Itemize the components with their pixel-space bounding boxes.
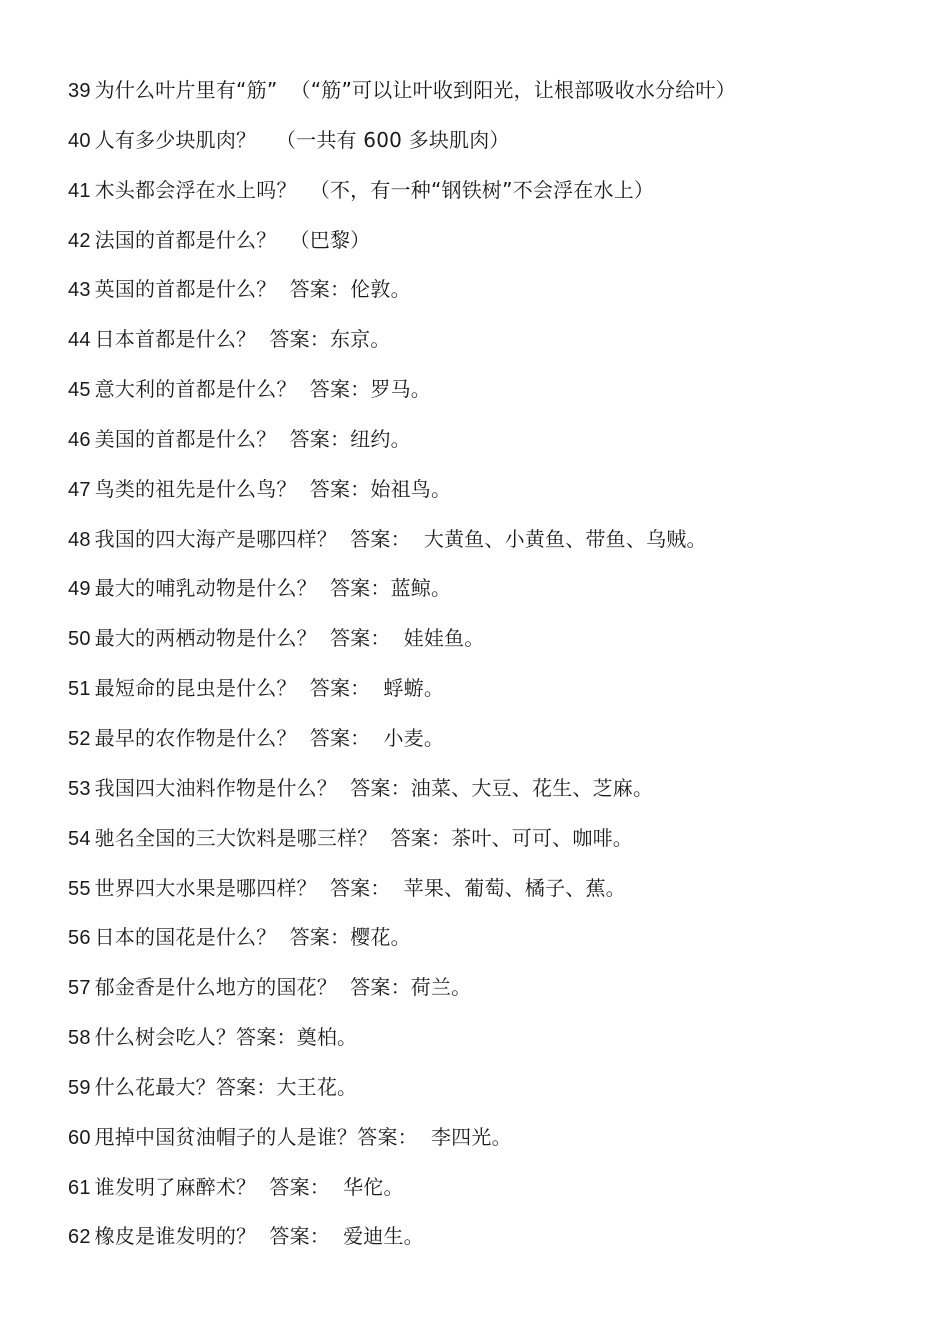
item-text: 木头都会浮在水上吗？ （不，有一种“钢铁树”不会浮在水上） — [94, 177, 655, 202]
item-text: 郁金香是什么地方的国花？ 答案：荷兰。 — [94, 975, 472, 1000]
list-item — [68, 971, 950, 1021]
list-item — [68, 224, 950, 274]
item-number: 46 — [68, 428, 91, 451]
item-text: 英国的首都是什么？ 答案：伦敦。 — [94, 277, 411, 302]
item-number: 59 — [68, 1076, 91, 1099]
item-text: 甩掉中国贫油帽子的人是谁？答案： 李四光。 — [94, 1124, 512, 1149]
item-text: 橡皮是谁发明的？ 答案： 爱迪生。 — [94, 1224, 424, 1249]
list-item — [68, 822, 950, 872]
item-text: 意大利的首都是什么？ 答案：罗马。 — [94, 377, 431, 402]
item-text: 最大的哺乳动物是什么？ 答案：蓝鲸。 — [94, 576, 452, 601]
item-number: 54 — [68, 827, 91, 850]
qa-list — [68, 74, 950, 1270]
item-number: 52 — [68, 727, 91, 750]
item-text: 人有多少块肌肉？ （一共有 600 多块肌肉） — [94, 127, 510, 152]
item-number: 41 — [68, 179, 91, 202]
list-item — [68, 921, 950, 971]
item-text: 驰名全国的三大饮料是哪三样？ 答案：茶叶、可可、咖啡。 — [94, 825, 633, 850]
item-number: 60 — [68, 1126, 91, 1149]
item-number: 49 — [68, 578, 91, 601]
list-item — [68, 423, 950, 473]
item-text: 谁发明了麻醉术？ 答案： 华佗。 — [94, 1174, 404, 1199]
item-number: 61 — [68, 1176, 91, 1199]
item-text: 我国四大油料作物是什么？ 答案：油菜、大豆、花生、芝麻。 — [94, 775, 654, 800]
item-number: 56 — [68, 927, 91, 950]
item-text: 我国的四大海产是哪四样？ 答案： 大黄鱼、小黄鱼、带鱼、乌贼。 — [94, 526, 707, 551]
list-item — [68, 622, 950, 672]
item-number: 42 — [68, 229, 91, 252]
item-text: 什么树会吃人？答案：奠柏。 — [94, 1025, 358, 1050]
list-item — [68, 323, 950, 373]
item-number: 58 — [68, 1027, 91, 1050]
item-text: 最早的农作物是什么？ 答案： 小麦。 — [94, 725, 445, 750]
list-item — [68, 273, 950, 323]
item-text: 什么花最大？答案：大王花。 — [94, 1074, 358, 1099]
list-item — [68, 124, 950, 174]
list-item — [68, 473, 950, 523]
item-number: 55 — [68, 877, 91, 900]
list-item — [68, 1220, 950, 1270]
list-item — [68, 1171, 950, 1221]
item-text: 法国的首都是什么？ （巴黎） — [94, 227, 371, 252]
item-number: 47 — [68, 478, 91, 501]
item-number: 50 — [68, 628, 91, 651]
item-number: 53 — [68, 777, 91, 800]
list-item — [68, 523, 950, 573]
item-number: 48 — [68, 528, 91, 551]
item-number: 51 — [68, 678, 91, 701]
item-text: 鸟类的祖先是什么鸟？ 答案：始祖鸟。 — [94, 476, 452, 501]
item-number: 57 — [68, 977, 91, 1000]
list-item — [68, 74, 950, 124]
item-text: 世界四大水果是哪四样？ 答案： 苹果、葡萄、橘子、蕉。 — [94, 875, 626, 900]
item-number: 40 — [68, 129, 91, 152]
item-number: 39 — [68, 80, 91, 102]
list-item — [68, 572, 950, 622]
list-item — [68, 1071, 950, 1121]
item-text: 最大的两栖动物是什么？ 答案： 娃娃鱼。 — [94, 626, 485, 651]
item-number: 43 — [68, 279, 91, 302]
item-number: 45 — [68, 379, 91, 402]
list-item — [68, 672, 950, 722]
item-text: 日本的国花是什么？ 答案：樱花。 — [94, 925, 411, 950]
item-text: 为什么叶片里有“筋” （“筋”可以让叶收到阳光，让根部吸收水分给叶） — [94, 78, 736, 102]
list-item — [68, 772, 950, 822]
list-item — [68, 174, 950, 224]
list-item — [68, 373, 950, 423]
list-item — [68, 872, 950, 922]
list-item — [68, 1121, 950, 1171]
list-item — [68, 1021, 950, 1071]
item-text: 最短命的昆虫是什么？ 答案： 蜉蝣。 — [94, 676, 445, 701]
item-number: 44 — [68, 329, 91, 352]
item-text: 日本首都是什么？ 答案：东京。 — [94, 327, 391, 352]
item-text: 美国的首都是什么？ 答案：纽约。 — [94, 426, 411, 451]
item-number: 62 — [68, 1226, 91, 1249]
list-item — [68, 722, 950, 772]
